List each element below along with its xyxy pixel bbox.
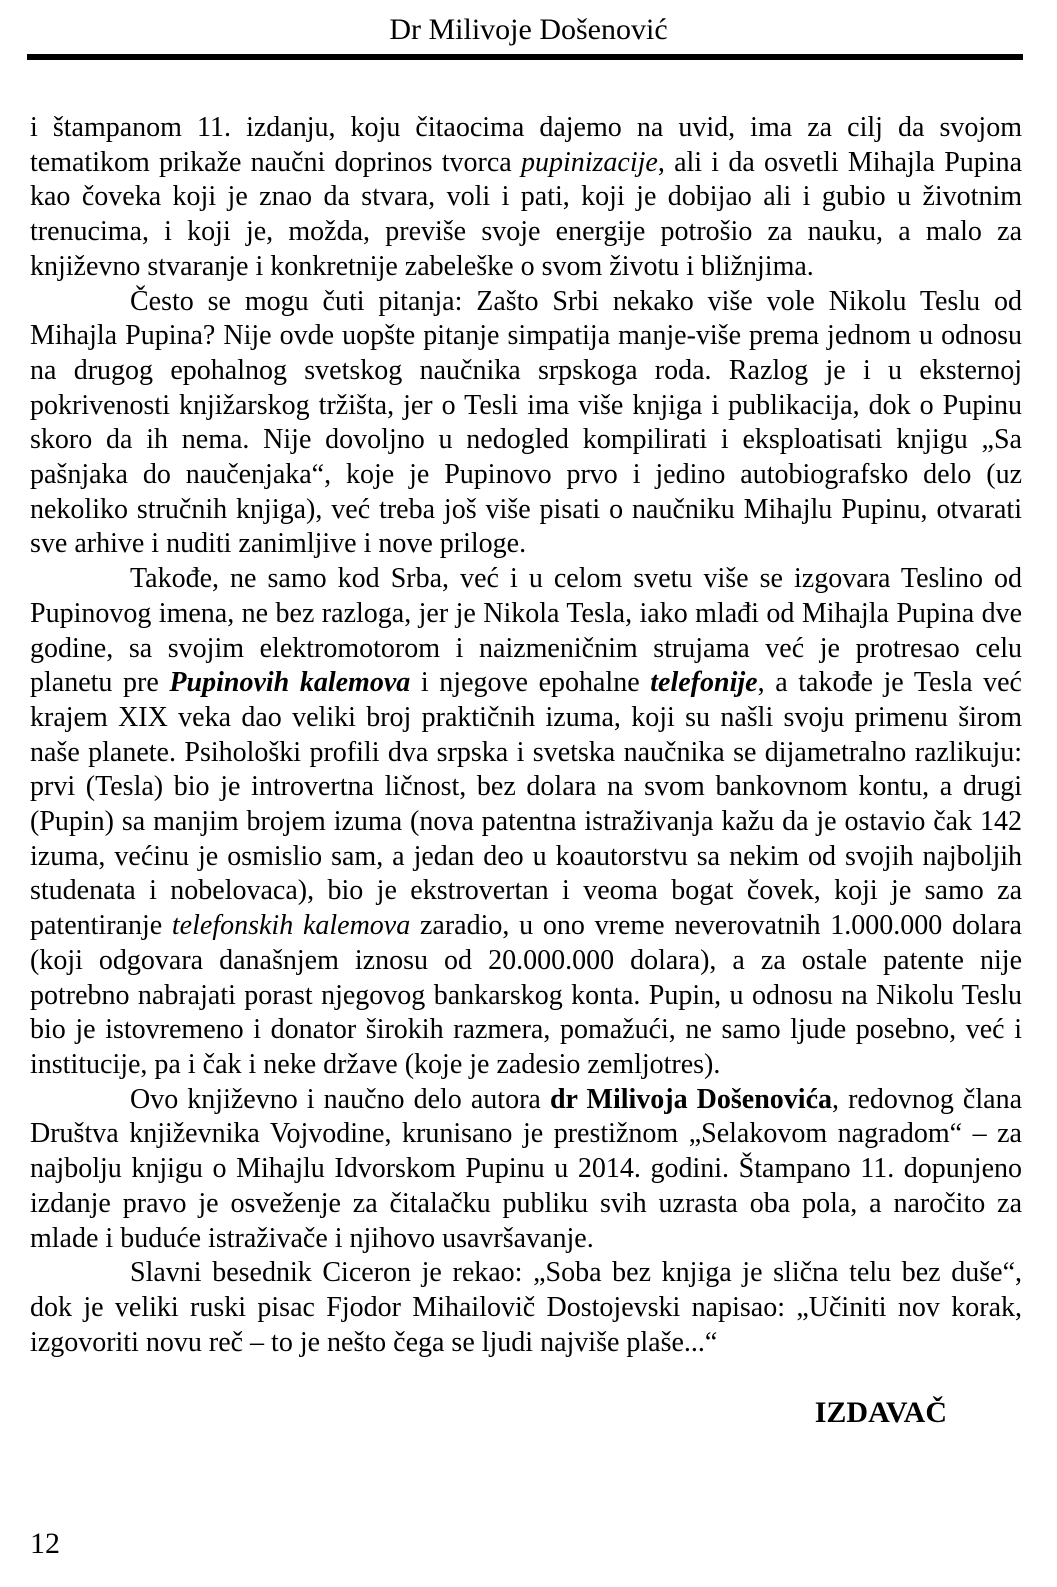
text-run: zaradio, u ono vreme neverovatnih 1.000.000 dolara (koji odgovara današnjem iznosu od 20.000.000 dolara), a za ostale patente nije potrebno nabrajati porast njegovog bankarskog konta. Pupin, u odnosu na Nikolu Teslu bio je istovremeno i donator širokih razmera, pomažući, ne samo ljude posebno, već i institucije, pa i čak i neke države (koje je zadesio zemljotres). [30,910,1022,1080]
page-header [0,0,1057,60]
page-number: 12 [30,1527,60,1560]
publisher-signature: IZDAVAČ [814,1396,947,1430]
body-text [30,111,1022,1360]
text-run: Ovo književno i naučno delo autora [130,1083,550,1115]
text-run: Često se mogu čuti pitanja: Zašto Srbi nekako više vole Nikolu Teslu od Mihajla Pupina? Nije ovde uopšte pitanje simpatija manje-više prema jednom u odnosu na drugog epohalnog svetskog naučnika srpskoga roda. Razlog je i u eksternoj pokrivenosti knjižarskog tržišta, jer o Tesli ima više knjiga i publikacija, dok o Pupinu skoro da ih nema. Nije dovoljno u nedogled kompilirati i eksploatisati knjigu „Sa pašnjaka do naučenjaka“, koje je Pupinovo prvo i jedino autobiografsko delo (uz nekoliko stručnih knjiga), već treba još više pisati o naučniku Mihajlu Pupinu, otvarati sve arhive i nuditi zanimljive i nove priloge. [30,285,1022,560]
paragraph [30,111,1022,285]
header-rule [27,54,1023,60]
text-run: i štampanom 11. izdanju, koju čitaocima dajemo na uvid, ima za cilj da svojom tematikom prikaže naučni doprinos tvorca [30,112,1022,178]
text-run: telefonije [650,667,758,699]
paragraph [30,1083,1022,1257]
text-run: Pupinovih kalemova [169,667,411,699]
text-run: Takođe, ne samo kod Srba, već i u celom svetu više se izgovara Teslino od Pupinovog imena, ne bez razloga, jer je Nikola Tesla, iako mlađi od Mihajla Pupina dve godine, sa svojim elektromotorom i naizmeničnim strujama već je protresao celu planetu pre [30,563,1022,699]
paragraph [30,562,1022,1083]
text-run: dr Milivoja Došenovića [549,1083,833,1115]
text-run: i njegove epohalne [410,667,651,699]
text-run: , redovnog člana Društva književnika Vojvodine, krunisano je prestižnom „Selakovom nagradom“ – za najbolju knjigu o Mihajlu Idvorskom Pupinu u 2014. godini. Štampano 11. dopunjeno izdanje pravo je osveženje za čitalačku publiku svih uzrasta oba pola, a naročito za mlade i buduće istraživače i njihovo usavršavanje. [30,1083,1022,1254]
paragraph [30,1256,1022,1360]
text-run: telefonskih kalemova [171,910,411,942]
page-header-title: Dr Milivoje Došenović [389,13,668,46]
text-run: pupinizacije [520,146,658,178]
paragraph [30,285,1022,563]
text-run: , ali i da osvetli Mihajla Pupina kao čoveka koji je znao da stvara, voli i pati, koji je dobijao ali i gubio u životnim trenucima, i koji je, možda, previše svoje energije potrošio za nauku, a malo za književno stvaranje i konkretnije zabeleške o svom životu i bližnjima. [30,146,1023,282]
text-run: , a takođe je Tesla već krajem XIX veka dao veliki broj praktičnih izuma, koji su našli svoju primenu širom naše planete. Psihološki profili dva srpska i svetska naučnika se dijametralno razlikuju: prvi (Tesla) bio je introvertna ličnost, bez dolara na svom bankovnom kontu, a drugi (Pupin) sa manjim brojem izuma (nova patentna istraživanja kažu da je ostavio čak 142 izuma, većinu je osmislio sam, a jedan deo u koautorstvu sa nekim od svojih najboljih studenata i nobelovaca), bio je ekstrovertan i veoma bogat čovek, koji je samo za patentiranje [30,667,1022,942]
text-run: Slavni besednik Ciceron je rekao: „Soba bez knjiga je slična telu bez duše“, dok je veliki ruski pisac Fjodor Mihailovič Dostojevski napisao: „Učiniti nov korak, izgovoriti novu reč – to je nešto čega se ljudi najviše plaše...“ [30,1257,1022,1358]
